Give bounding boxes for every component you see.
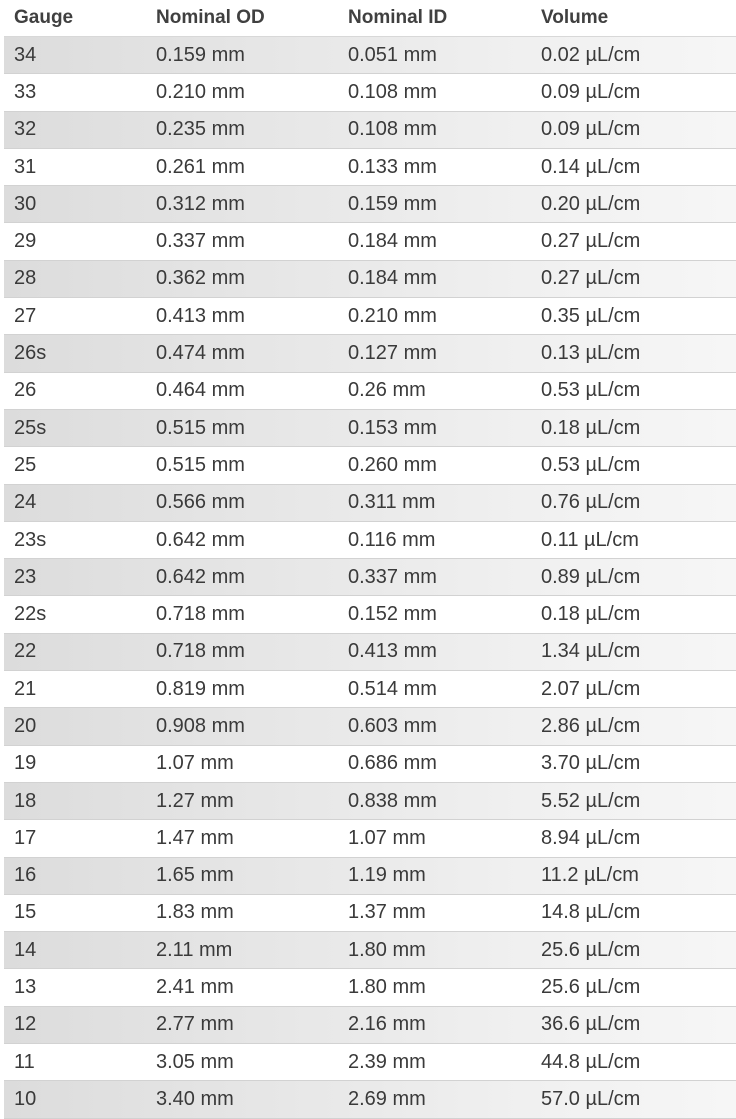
nominal-od-cell: 0.819 mm: [156, 677, 245, 700]
gauge-cell: 11: [14, 1050, 35, 1073]
nominal-od-cell: 0.566 mm: [156, 491, 245, 514]
table-row: [4, 559, 736, 596]
table-row: [4, 335, 736, 372]
table-row: [4, 410, 736, 447]
nominal-id-cell: 0.184 mm: [348, 230, 437, 253]
gauge-cell: 26: [14, 379, 37, 402]
table-row: [4, 373, 736, 410]
gauge-cell: 30: [14, 192, 37, 215]
nominal-od-cell: 3.40 mm: [156, 1087, 234, 1110]
header-volume: Volume: [541, 7, 609, 28]
nominal-id-cell: 0.337 mm: [348, 565, 437, 588]
gauge-cell: 23: [14, 565, 37, 588]
table-row: [4, 746, 736, 783]
gauge-cell: 12: [14, 1013, 37, 1036]
gauge-cell: 18: [14, 789, 37, 812]
nominal-id-cell: 0.133 mm: [348, 155, 437, 178]
volume-cell: 0.11 µL/cm: [541, 528, 639, 551]
table-row: [4, 261, 736, 298]
table-row: [4, 522, 736, 559]
volume-cell: 57.0 µL/cm: [541, 1087, 641, 1110]
nominal-od-cell: 0.474 mm: [156, 342, 245, 365]
volume-cell: 0.09 µL/cm: [541, 118, 641, 141]
nominal-od-cell: 0.515 mm: [156, 453, 245, 476]
volume-cell: 0.27 µL/cm: [541, 230, 641, 253]
gauge-cell: 15: [14, 901, 37, 924]
volume-cell: 0.53 µL/cm: [541, 453, 641, 476]
nominal-od-cell: 0.362 mm: [156, 267, 245, 290]
nominal-id-cell: 1.80 mm: [348, 938, 426, 961]
nominal-id-cell: 0.108 mm: [348, 118, 437, 141]
table-row: [4, 858, 736, 895]
volume-cell: 1.34 µL/cm: [541, 640, 641, 663]
nominal-od-cell: 2.77 mm: [156, 1013, 234, 1036]
gauge-cell: 32: [14, 118, 37, 141]
volume-cell: 0.13 µL/cm: [541, 342, 641, 365]
table-row: [4, 895, 736, 932]
nominal-od-cell: 1.27 mm: [156, 789, 234, 812]
volume-cell: 0.76 µL/cm: [541, 491, 641, 514]
gauge-cell: 14: [14, 938, 37, 961]
volume-cell: 0.18 µL/cm: [541, 416, 641, 439]
nominal-id-cell: 0.514 mm: [348, 677, 437, 700]
nominal-id-cell: 0.210 mm: [348, 304, 437, 327]
gauge-cell: 24: [14, 491, 37, 514]
header-gauge: Gauge: [14, 7, 74, 28]
volume-cell: 44.8 µL/cm: [541, 1050, 641, 1073]
gauge-cell: 22: [14, 640, 37, 663]
gauge-cell: 13: [14, 976, 37, 999]
table-row: [4, 74, 736, 111]
gauge-cell: 26s: [14, 342, 47, 365]
gauge-cell: 29: [14, 230, 37, 253]
table-row: [4, 1007, 736, 1044]
table-row: [4, 186, 736, 223]
volume-cell: 25.6 µL/cm: [541, 938, 641, 961]
nominal-od-cell: 1.07 mm: [156, 752, 234, 775]
table-row: [4, 112, 736, 149]
volume-cell: 0.14 µL/cm: [541, 155, 641, 178]
nominal-id-cell: 0.051 mm: [348, 43, 437, 66]
nominal-od-cell: 0.312 mm: [156, 192, 245, 215]
nominal-id-cell: 2.69 mm: [348, 1087, 426, 1110]
gauge-cell: 23s: [14, 528, 47, 551]
table-row: [4, 447, 736, 484]
volume-cell: 2.86 µL/cm: [541, 714, 641, 737]
gauge-cell: 20: [14, 714, 37, 737]
volume-cell: 0.02 µL/cm: [541, 43, 641, 66]
nominal-id-cell: 0.603 mm: [348, 714, 437, 737]
nominal-od-cell: 2.41 mm: [156, 976, 234, 999]
nominal-id-cell: 0.108 mm: [348, 80, 437, 103]
gauge-cell: 28: [14, 267, 37, 290]
nominal-od-cell: 0.642 mm: [156, 565, 245, 588]
nominal-id-cell: 0.413 mm: [348, 640, 437, 663]
volume-cell: 0.89 µL/cm: [541, 565, 641, 588]
nominal-id-cell: 2.39 mm: [348, 1050, 426, 1073]
table-row: [4, 485, 736, 522]
table-row: [4, 634, 736, 671]
volume-cell: 0.18 µL/cm: [541, 603, 641, 626]
volume-cell: 11.2 µL/cm: [541, 864, 639, 887]
nominal-od-cell: 0.642 mm: [156, 528, 245, 551]
nominal-od-cell: 0.210 mm: [156, 80, 245, 103]
nominal-id-cell: 2.16 mm: [348, 1013, 426, 1036]
table-row: [4, 708, 736, 745]
nominal-id-cell: 0.838 mm: [348, 789, 437, 812]
nominal-od-cell: 0.718 mm: [156, 640, 245, 663]
volume-cell: 2.07 µL/cm: [541, 677, 641, 700]
nominal-od-cell: 0.413 mm: [156, 304, 245, 327]
gauge-cell: 16: [14, 864, 37, 887]
nominal-id-cell: 0.686 mm: [348, 752, 437, 775]
nominal-od-cell: 3.05 mm: [156, 1050, 234, 1073]
table-row: [4, 298, 736, 335]
nominal-od-cell: 1.83 mm: [156, 901, 234, 924]
header-nominal-od: Nominal OD: [156, 7, 265, 28]
gauge-cell: 33: [14, 80, 37, 103]
nominal-id-cell: 1.19 mm: [348, 864, 426, 887]
table-header-row: [4, 0, 736, 37]
gauge-cell: 25: [14, 453, 37, 476]
volume-cell: 25.6 µL/cm: [541, 976, 641, 999]
volume-cell: 0.09 µL/cm: [541, 80, 641, 103]
volume-cell: 0.35 µL/cm: [541, 304, 641, 327]
gauge-cell: 31: [14, 155, 37, 178]
nominal-id-cell: 0.184 mm: [348, 267, 437, 290]
gauge-cell: 21: [14, 677, 37, 700]
table-row: [4, 820, 736, 857]
gauge-cell: 27: [14, 304, 37, 327]
nominal-id-cell: 0.159 mm: [348, 192, 437, 215]
volume-cell: 8.94 µL/cm: [541, 826, 641, 849]
gauge-cell: 10: [14, 1087, 37, 1110]
nominal-id-cell: 0.127 mm: [348, 342, 437, 365]
volume-cell: 5.52 µL/cm: [541, 789, 641, 812]
nominal-id-cell: 0.153 mm: [348, 416, 437, 439]
volume-cell: 3.70 µL/cm: [541, 752, 641, 775]
gauge-cell: 19: [14, 752, 37, 775]
nominal-od-cell: 0.159 mm: [156, 43, 245, 66]
table-body: [4, 37, 736, 1119]
nominal-od-cell: 0.337 mm: [156, 230, 245, 253]
nominal-od-cell: 0.718 mm: [156, 603, 245, 626]
nominal-od-cell: 0.515 mm: [156, 416, 245, 439]
table-row: [4, 932, 736, 969]
table-row: [4, 671, 736, 708]
table-row: [4, 1081, 736, 1118]
nominal-id-cell: 0.260 mm: [348, 453, 437, 476]
volume-cell: 36.6 µL/cm: [541, 1013, 641, 1036]
nominal-od-cell: 1.47 mm: [156, 826, 234, 849]
table-row: [4, 223, 736, 260]
gauge-cell: 17: [14, 826, 37, 849]
table-row: [4, 149, 736, 186]
table-row: [4, 1044, 736, 1081]
gauge-cell: 25s: [14, 416, 47, 439]
table-row: [4, 596, 736, 633]
nominal-id-cell: 0.26 mm: [348, 379, 426, 402]
nominal-id-cell: 1.07 mm: [348, 826, 426, 849]
nominal-od-cell: 0.235 mm: [156, 118, 245, 141]
table-row: [4, 37, 736, 74]
table-row: [4, 969, 736, 1006]
nominal-od-cell: 0.908 mm: [156, 714, 245, 737]
gauge-cell: 34: [14, 43, 37, 66]
gauge-cell: 22s: [14, 603, 47, 626]
nominal-id-cell: 1.80 mm: [348, 976, 426, 999]
nominal-od-cell: 1.65 mm: [156, 864, 234, 887]
volume-cell: 0.53 µL/cm: [541, 379, 641, 402]
nominal-id-cell: 0.311 mm: [348, 491, 436, 514]
nominal-od-cell: 2.11 mm: [156, 938, 233, 961]
gauge-table: [4, 0, 736, 1119]
nominal-id-cell: 1.37 mm: [348, 901, 426, 924]
table-row: [4, 783, 736, 820]
nominal-od-cell: 0.261 mm: [156, 155, 245, 178]
volume-cell: 0.27 µL/cm: [541, 267, 641, 290]
nominal-id-cell: 0.116 mm: [348, 528, 436, 551]
volume-cell: 0.20 µL/cm: [541, 192, 641, 215]
nominal-id-cell: 0.152 mm: [348, 603, 437, 626]
volume-cell: 14.8 µL/cm: [541, 901, 641, 924]
header-nominal-id: Nominal ID: [348, 7, 448, 28]
nominal-od-cell: 0.464 mm: [156, 379, 245, 402]
